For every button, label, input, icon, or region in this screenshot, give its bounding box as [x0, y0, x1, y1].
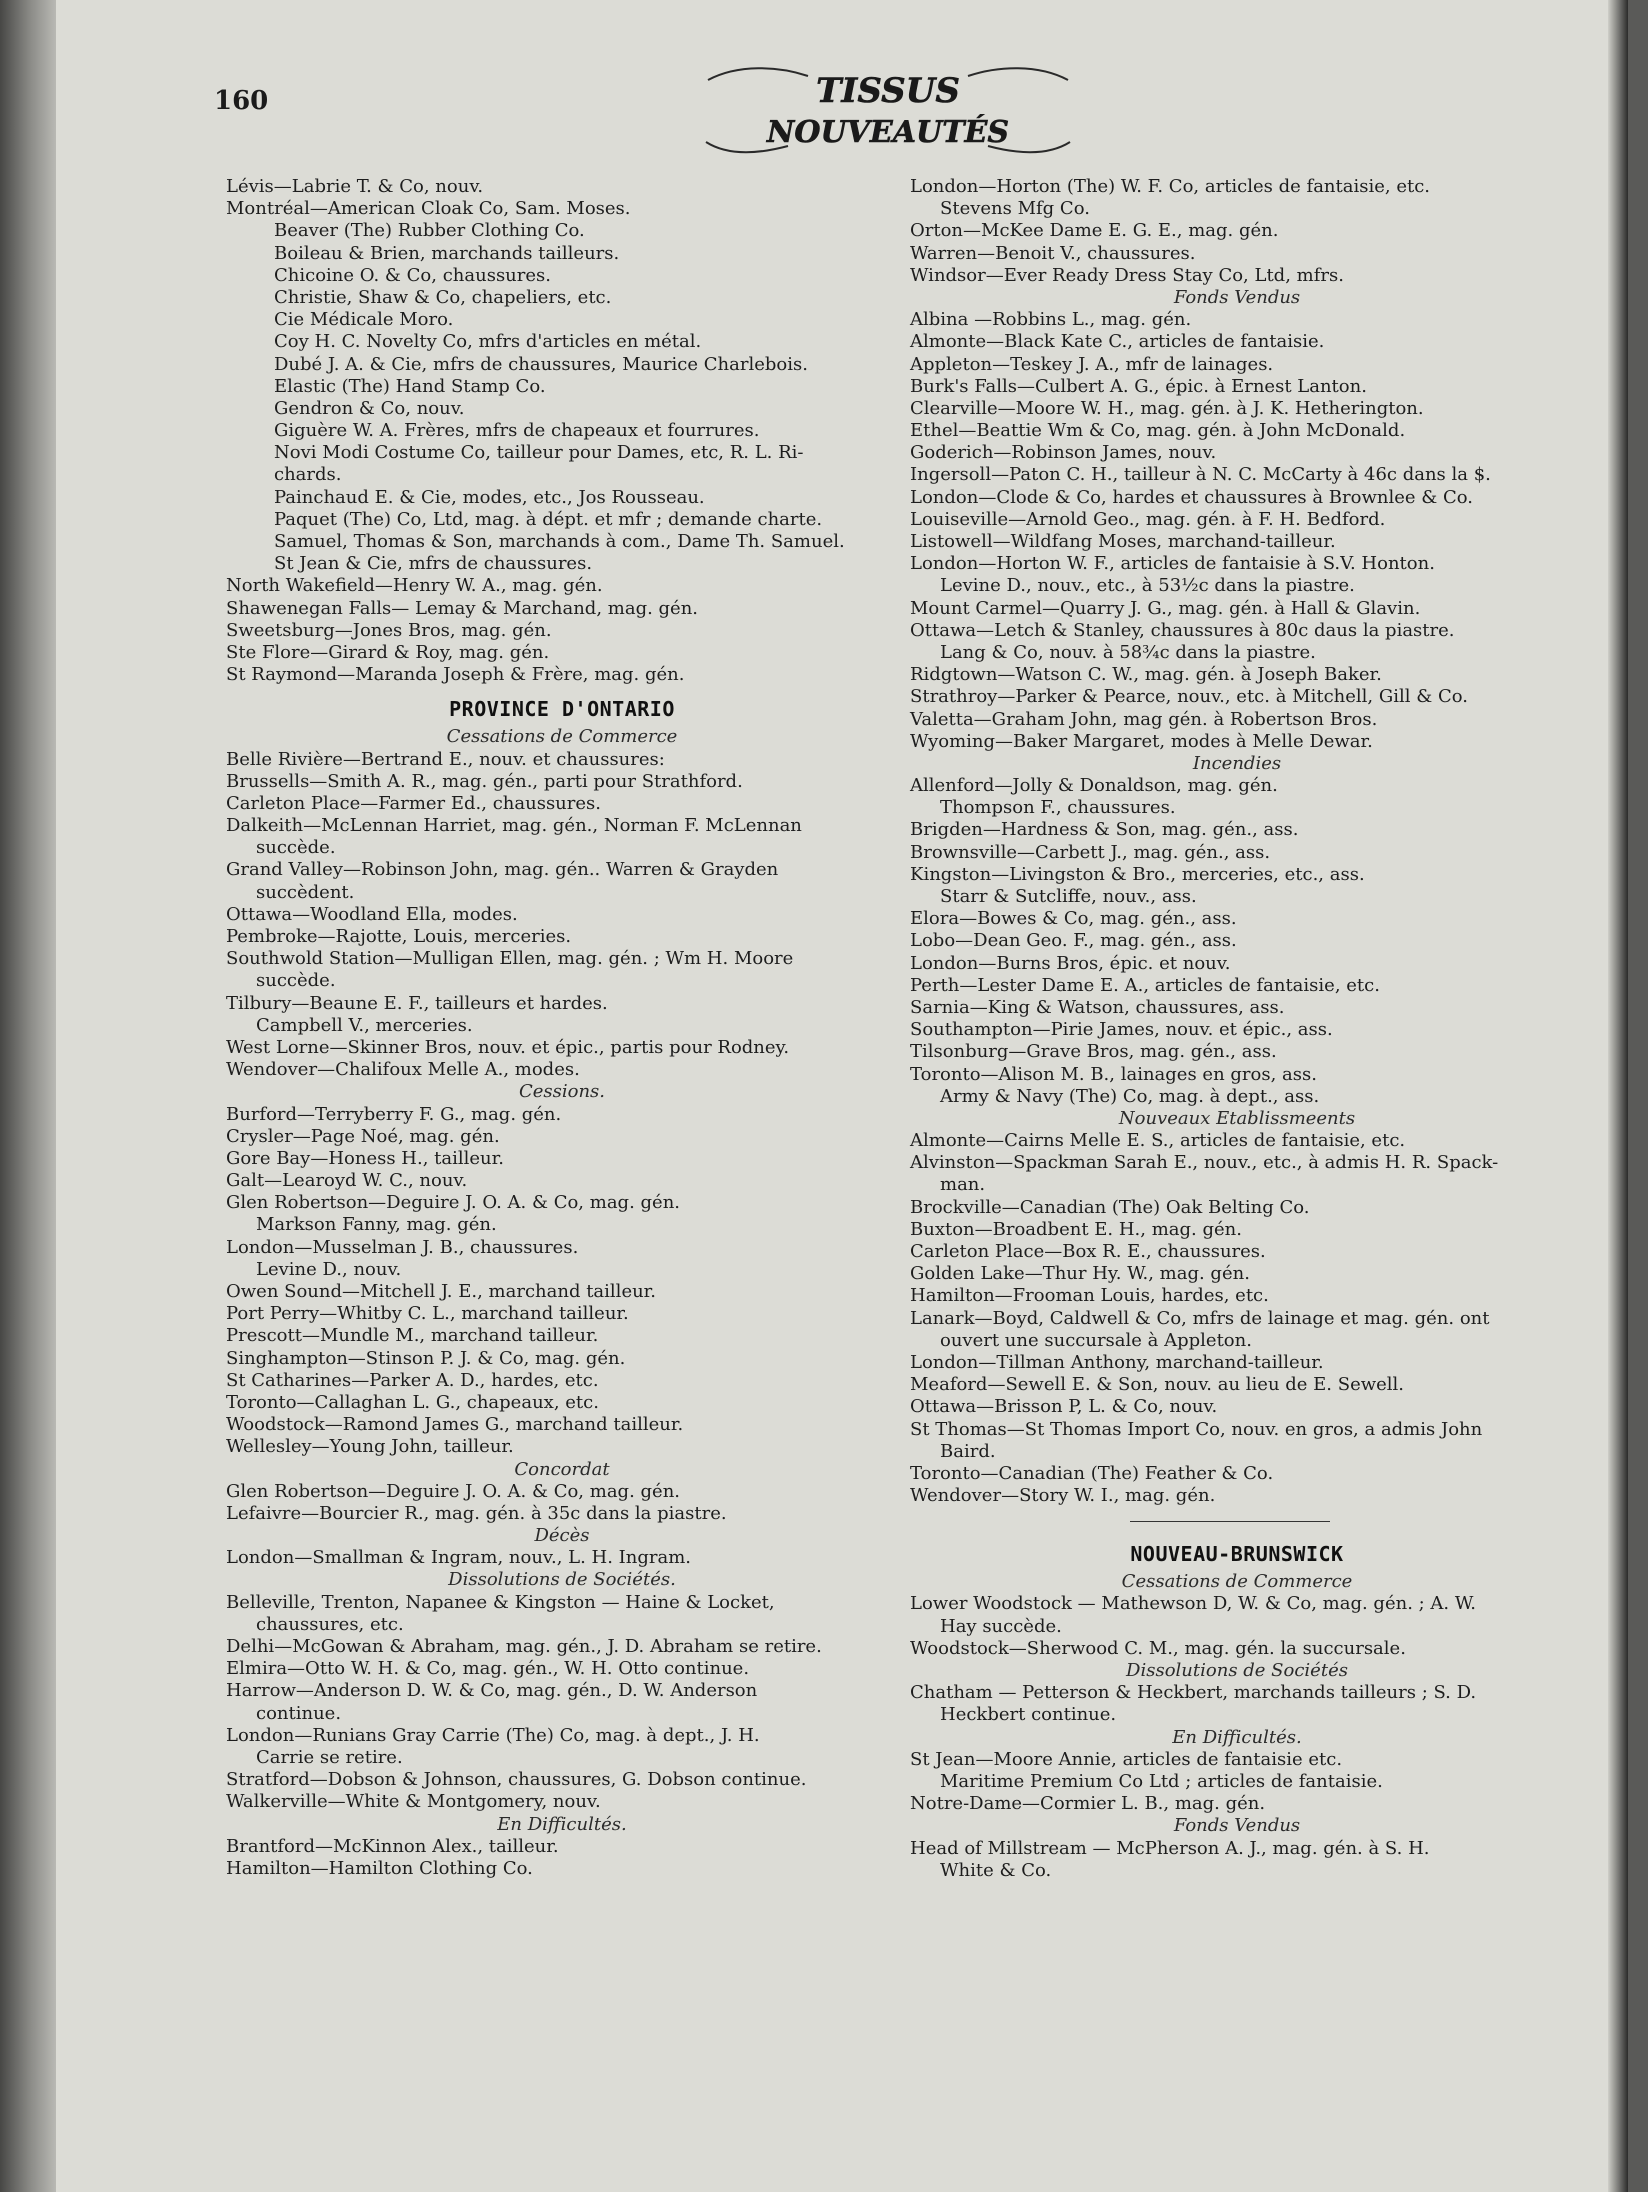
- entry-line: Glen Robertson—Deguire J. O. A. & Co, mag. gén.: [226, 1480, 681, 1502]
- entry-line: Kingston—Livingston & Bro., merceries, etc., ass.: [910, 863, 1365, 885]
- entry-continuation: Novi Modi Costume Co, tailleur pour Dames, etc, R. L. Ri-: [274, 442, 804, 464]
- entry-line: Elmira—Otto W. H. & Co, mag. gén., W. H. Otto continue.: [226, 1658, 750, 1680]
- entry-line: London—Horton (The) W. F. Co, articles de fantaisie, etc.: [910, 176, 1431, 197]
- entry-line: Warren—Benoit V., chaussures.: [910, 242, 1196, 264]
- entry-line: Burk's Falls—Culbert A. G., épic. à Ernest Lanton.: [910, 375, 1367, 397]
- entry-line: Lanark—Boyd, Caldwell & Co, mfrs de lainage et mag. gén. ont: [910, 1307, 1490, 1329]
- entry-line: Galt—Learoyd W. C., nouv.: [226, 1170, 468, 1192]
- entry-line: Hamilton—Frooman Louis, hardes, etc.: [910, 1285, 1269, 1307]
- entry-continuation: succède.: [256, 970, 336, 992]
- subsection-heading: Cessions.: [518, 1081, 606, 1103]
- entry-line: Brownsville—Carbett J., mag. gén., ass.: [910, 841, 1271, 863]
- section-divider: [910, 1507, 1564, 1531]
- entry-continuation: Giguère W. A. Frères, mfrs de chapeaux et fourrures.: [274, 420, 760, 442]
- entry-line: Toronto—Canadian (The) Feather & Co.: [910, 1462, 1274, 1484]
- entry-line: Allenford—Jolly & Donaldson, mag. gén.: [910, 775, 1278, 797]
- entry-line: Almonte—Cairns Melle E. S., articles de fantaisie, etc.: [910, 1130, 1406, 1152]
- entry-continuation: Painchaud E. & Cie, modes, etc., Jos Rousseau.: [274, 486, 705, 508]
- subsection-heading: Nouveaux Etablissmeents: [1118, 1107, 1356, 1129]
- entry-continuation: chaussures, etc.: [256, 1613, 404, 1635]
- entry-line: Belleville, Trenton, Napanee & Kingston — Haine & Locket,: [226, 1591, 775, 1613]
- entry-line: London—Clode & Co, hardes et chaussures à Brownlee & Co.: [910, 486, 1474, 508]
- entry-line: Tilbury—Beaune E. F., tailleurs et hardes.: [226, 992, 608, 1014]
- entry-line: Orton—McKee Dame E. G. E., mag. gén.: [910, 220, 1279, 242]
- entry-line: Woodstock—Ramond James G., marchand tailleur.: [226, 1414, 684, 1436]
- entry-line: Lobo—Dean Geo. F., mag. gén., ass.: [910, 930, 1237, 952]
- entry-line: Montréal—American Cloak Co, Sam. Moses.: [226, 198, 631, 220]
- entry-line: London—Horton W. F., articles de fantaisie à S.V. Honton.: [910, 553, 1435, 575]
- entry-line: Tilsonburg—Grave Bros, mag. gén., ass.: [910, 1041, 1277, 1063]
- entry-line: Wyoming—Baker Margaret, modes à Melle Dewar.: [910, 730, 1373, 752]
- entry-continuation: succèdent.: [256, 881, 355, 903]
- entry-line: Burford—Terryberry F. G., mag. gén.: [226, 1103, 562, 1125]
- entry-line: Shawenegan Falls— Lemay & Marchand, mag. gén.: [226, 597, 699, 619]
- entry-continuation: Levine D., nouv.: [256, 1258, 402, 1280]
- entry-line: Albina —Robbins L., mag. gén.: [910, 309, 1192, 331]
- entry-line: Owen Sound—Mitchell J. E., marchand tailleur.: [226, 1281, 657, 1302]
- entry-line: Southwold Station—Mulligan Ellen, mag. gén. ; Wm H. Moore: [226, 948, 794, 970]
- masthead-line1: TISSUS: [816, 71, 960, 111]
- entry-line: Meaford—Sewell E. & Son, nouv. au lieu de E. Sewell.: [910, 1374, 1405, 1396]
- entry-continuation: man.: [940, 1174, 986, 1196]
- entry-line: Prescott—Mundle M., marchand tailleur.: [226, 1325, 599, 1347]
- entry-line: Southampton—Pirie James, nouv. et épic., ass.: [910, 1019, 1333, 1041]
- section-heading: PROVINCE D'ONTARIO: [449, 697, 675, 722]
- entry-line: Toronto—Callaghan L. G., chapeaux, etc.: [226, 1391, 599, 1413]
- subsection-heading: Dissolutions de Sociétés.: [448, 1569, 676, 1591]
- entry-line: Walkerville—White & Montgomery, nouv.: [226, 1791, 601, 1813]
- left-column: [226, 176, 898, 1880]
- entry-line: Appleton—Teskey J. A., mfr de lainages.: [910, 353, 1274, 375]
- entry-line: Ethel—Beattie Wm & Co, mag. gén. à John McDonald.: [910, 420, 1406, 442]
- page-number: 160: [214, 86, 269, 116]
- entry-line: Lower Woodstock — Mathewson D, W. & Co, mag. gén. ; A. W.: [910, 1593, 1476, 1615]
- entry-line: Brigden—Hardness & Son, mag. gén., ass.: [910, 819, 1299, 841]
- document-page: [56, 0, 1628, 2192]
- entry-continuation: Carrie se retire.: [256, 1746, 403, 1768]
- entry-line: Alvinston—Spackman Sarah E., nouv., etc., à admis H. R. Spack-: [910, 1152, 1499, 1174]
- entry-line: Delhi—McGowan & Abraham, mag. gén., J. D. Abraham se retire.: [226, 1636, 822, 1657]
- entry-continuation: Boileau & Brien, marchands tailleurs.: [274, 242, 620, 264]
- entry-continuation: Army & Navy (The) Co, mag. à dept., ass.: [940, 1085, 1320, 1107]
- entry-continuation: Christie, Shaw & Co, chapeliers, etc.: [274, 286, 612, 308]
- entry-continuation: Stevens Mfg Co.: [940, 198, 1090, 220]
- entry-continuation: Chicoine O. & Co, chaussures.: [274, 264, 551, 286]
- entry-line: Windsor—Ever Ready Dress Stay Co, Ltd, mfrs.: [910, 264, 1344, 286]
- entry-line: Ridgtown—Watson C. W., mag. gén. à Joseph Baker.: [910, 664, 1382, 686]
- entry-line: Ottawa—Woodland Ella, modes.: [226, 903, 518, 925]
- entry-line: Sweetsburg—Jones Bros, mag. gén.: [226, 619, 552, 641]
- subsection-heading: Concordat: [514, 1458, 610, 1480]
- entry-line: Ste Flore—Girard & Roy, mag. gén.: [226, 641, 550, 663]
- subsection-heading: Cessations de Commerce: [446, 726, 678, 748]
- entry-continuation: Dubé J. A. & Cie, mfrs de chaussures, Maurice Charlebois.: [274, 353, 808, 375]
- entry-line: North Wakefield—Henry W. A., mag. gén.: [226, 575, 603, 597]
- entry-continuation: succède.: [256, 837, 336, 859]
- entry-line: Harrow—Anderson D. W. & Co, mag. gén., D. W. Anderson: [226, 1680, 758, 1702]
- entry-line: St Raymond—Maranda Joseph & Frère, mag. gén.: [226, 664, 685, 686]
- entry-line: Belle Rivière—Bertrand E., nouv. et chaussures:: [226, 748, 665, 770]
- entry-line: Wellesley—Young John, tailleur.: [226, 1436, 514, 1458]
- entry-continuation: Baird.: [940, 1440, 996, 1462]
- section-heading: NOUVEAU-BRUNSWICK: [1130, 1542, 1344, 1567]
- entry-line: Golden Lake—Thur Hy. W., mag. gén.: [910, 1263, 1250, 1285]
- entry-continuation: Markson Fanny, mag. gén.: [256, 1214, 497, 1236]
- entry-continuation: Lang & Co, nouv. à 58¾c dans la piastre.: [940, 641, 1316, 663]
- entry-line: Buxton—Broadbent E. H., mag. gén.: [910, 1218, 1242, 1240]
- subsection-heading: En Difficultés.: [1172, 1726, 1302, 1748]
- entry-line: Almonte—Black Kate C., articles de fantaisie.: [910, 331, 1325, 353]
- entry-line: St Jean—Moore Annie, articles de fantaisie etc.: [910, 1748, 1343, 1770]
- entry-line: Singhampton—Stinson P. J. & Co, mag. gén.: [226, 1347, 626, 1369]
- entry-line: Lévis—Labrie T. & Co, nouv.: [226, 176, 484, 197]
- entry-line: Goderich—Robinson James, nouv.: [910, 442, 1217, 464]
- entry-line: Sarnia—King & Watson, chaussures, ass.: [910, 996, 1285, 1018]
- masthead-line2: NOUVEAUTÉS: [766, 115, 1010, 150]
- entry-continuation: Starr & Sutcliffe, nouv., ass.: [940, 886, 1197, 907]
- entry-line: Perth—Lester Dame E. A., articles de fantaisie, etc.: [910, 974, 1380, 996]
- page-edge-shadow: [1608, 0, 1628, 2192]
- entry-line: Carleton Place—Farmer Ed., chaussures.: [226, 792, 601, 814]
- entry-line: Wendover—Chalifoux Melle A., modes.: [226, 1059, 580, 1081]
- entry-line: St Catharines—Parker A. D., hardes, etc.: [226, 1369, 599, 1391]
- entry-line: Elora—Bowes & Co, mag. gén., ass.: [910, 908, 1237, 930]
- entry-line: London—Tillman Anthony, marchand-tailleur.: [910, 1351, 1324, 1373]
- entry-line: Woodstock—Sherwood C. M., mag. gén. la succursale.: [910, 1637, 1406, 1659]
- entry-continuation: continue.: [256, 1702, 342, 1724]
- entry-continuation: Paquet (The) Co, Ltd, mag. à dépt. et mfr ; demande charte.: [274, 508, 823, 530]
- entry-line: Listowell—Wildfang Moses, marchand-tailleur.: [910, 531, 1336, 552]
- entry-line: Brantford—McKinnon Alex., tailleur.: [226, 1835, 559, 1857]
- entry-line: Valetta—Graham John, mag gén. à Robertson Bros.: [910, 708, 1378, 730]
- entry-line: West Lorne—Skinner Bros, nouv. et épic., partis pour Rodney.: [226, 1036, 790, 1058]
- entry-line: Pembroke—Rajotte, Louis, merceries.: [226, 926, 572, 947]
- entry-line: Strathroy—Parker & Pearce, nouv., etc. à Mitchell, Gill & Co.: [910, 686, 1468, 708]
- entry-continuation: Thompson F., chaussures.: [940, 797, 1176, 819]
- entry-line: London—Runians Gray Carrie (The) Co, mag. à dept., J. H.: [226, 1724, 760, 1746]
- entry-line: Ottawa—Letch & Stanley, chaussures à 80c daus la piastre.: [910, 619, 1455, 641]
- entry-line: Ottawa—Brisson P, L. & Co, nouv.: [910, 1396, 1218, 1418]
- subsection-heading: Fonds Vendus: [1173, 1815, 1301, 1837]
- entry-line: Grand Valley—Robinson John, mag. gén.. Warren & Grayden: [226, 859, 779, 881]
- entry-continuation: ouvert une succursale à Appleton.: [940, 1329, 1252, 1351]
- entry-line: St Thomas—St Thomas Import Co, nouv. en gros, a admis John: [910, 1418, 1483, 1440]
- entry-line: Clearville—Moore W. H., mag. gén. à J. K. Hetherington.: [910, 397, 1424, 419]
- entry-continuation: Heckbert continue.: [940, 1704, 1117, 1726]
- entry-line: London—Smallman & Ingram, nouv., L. H. Ingram.: [226, 1547, 692, 1569]
- right-column: [910, 176, 1564, 1882]
- entry-line: Ingersoll—Paton C. H., tailleur à N. C. McCarty à 46c dans la $.: [910, 464, 1491, 486]
- entry-line: Chatham — Petterson & Heckbert, marchands tailleurs ; S. D.: [910, 1682, 1477, 1704]
- entry-continuation: Campbell V., merceries.: [256, 1014, 473, 1036]
- subsection-heading: Dissolutions de Sociétés: [1126, 1660, 1348, 1681]
- subsection-heading: Fonds Vendus: [1173, 286, 1301, 308]
- subsection-heading: En Difficultés.: [497, 1813, 627, 1835]
- entry-line: Hamilton—Hamilton Clothing Co.: [226, 1857, 533, 1879]
- masthead-logo: [698, 62, 1078, 158]
- entry-line: Port Perry—Whitby C. L., marchand tailleur.: [226, 1303, 629, 1325]
- entry-continuation: Coy H. C. Novelty Co, mfrs d'articles en métal.: [274, 331, 702, 353]
- subsection-heading: Cessations de Commerce: [1121, 1571, 1353, 1593]
- entry-line: Gore Bay—Honess H., tailleur.: [226, 1147, 504, 1169]
- entry-line: Dalkeith—McLennan Harriet, mag. gén., Norman F. McLennan: [226, 815, 802, 837]
- entry-continuation: St Jean & Cie, mfrs de chaussures.: [274, 553, 593, 575]
- entry-line: Louiseville—Arnold Geo., mag. gén. à F. H. Bedford.: [910, 508, 1386, 530]
- entry-continuation: Samuel, Thomas & Son, marchands à com., Dame Th. Samuel.: [274, 531, 845, 552]
- entry-line: Carleton Place—Box R. E., chaussures.: [910, 1241, 1266, 1262]
- entry-line: Glen Robertson—Deguire J. O. A. & Co, mag. gén.: [226, 1192, 681, 1214]
- entry-line: Brussells—Smith A. R., mag. gén., parti pour Strathford.: [226, 770, 743, 792]
- entry-line: Lefaivre—Bourcier R., mag. gén. à 35c dans la piastre.: [226, 1502, 727, 1524]
- entry-continuation: White & Co.: [940, 1859, 1052, 1881]
- entry-continuation: chards.: [274, 464, 342, 486]
- entry-continuation: Cie Médicale Moro.: [274, 309, 454, 331]
- entry-continuation: Elastic (The) Hand Stamp Co.: [274, 375, 546, 397]
- entry-line: Crysler—Page Noé, mag. gén.: [226, 1125, 500, 1147]
- entry-continuation: Hay succède.: [940, 1615, 1062, 1637]
- entry-line: Brockville—Canadian (The) Oak Belting Co.: [910, 1196, 1310, 1218]
- entry-line: Stratford—Dobson & Johnson, chaussures, G. Dobson continue.: [226, 1769, 807, 1791]
- entry-line: Notre-Dame—Cormier L. B., mag. gén.: [910, 1793, 1266, 1815]
- entry-continuation: Maritime Premium Co Ltd ; articles de fantaisie.: [940, 1770, 1383, 1792]
- subsection-heading: Décès: [534, 1525, 590, 1547]
- entry-line: Wendover—Story W. I., mag. gén.: [910, 1485, 1216, 1507]
- entry-continuation: Gendron & Co, nouv.: [274, 397, 465, 419]
- entry-continuation: Levine D., nouv., etc., à 53½c dans la piastre.: [940, 575, 1355, 597]
- entry-line: Head of Millstream — McPherson A. J., mag. gén. à S. H.: [910, 1837, 1430, 1859]
- subsection-heading: Incendies: [1192, 752, 1282, 774]
- entry-line: London—Musselman J. B., chaussures.: [226, 1236, 579, 1258]
- entry-line: Mount Carmel—Quarry J. G., mag. gén. à Hall & Glavin.: [910, 597, 1421, 619]
- entry-line: Toronto—Alison M. B., lainages en gros, ass.: [910, 1063, 1317, 1085]
- entry-continuation: Beaver (The) Rubber Clothing Co.: [274, 220, 585, 242]
- book-binding: [0, 0, 56, 2192]
- entry-line: London—Burns Bros, épic. et nouv.: [910, 952, 1231, 974]
